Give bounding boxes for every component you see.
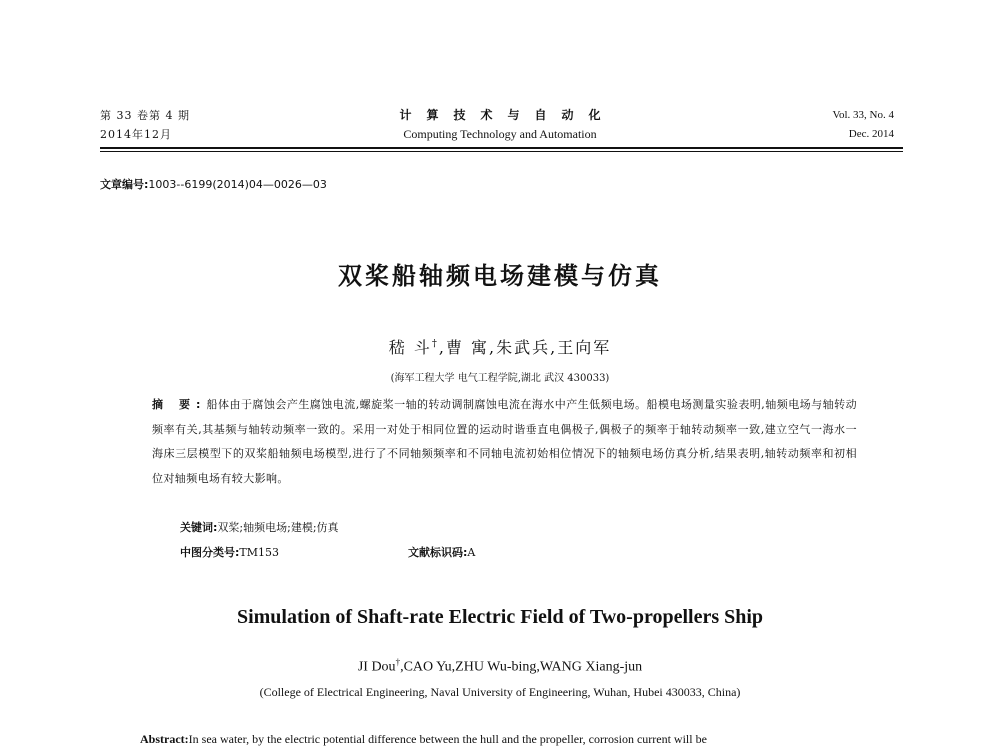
corresponding-mark: † <box>431 338 439 350</box>
abstract-en <box>140 732 910 747</box>
journal-volume-info <box>100 106 190 144</box>
clc-value: TM153 <box>239 546 280 559</box>
article-number-label: 文章编号: <box>100 178 149 191</box>
header-rule-thin <box>100 151 903 152</box>
doc-code-label: 文献标识码: <box>408 546 468 559</box>
abstract-en-label: Abstract: <box>140 732 189 746</box>
classification-number <box>180 544 279 560</box>
keywords <box>180 519 339 535</box>
other-authors-cn: ,曹 寓,朱武兵,王向军 <box>438 338 612 357</box>
other-authors-en: ,CAO Yu,ZHU Wu-bing,WANG Xiang-jun <box>400 659 643 675</box>
paper-title-en: Simulation of Shaft-rate Electric Field of Two-propellers Ship <box>236 606 764 628</box>
document-code <box>408 544 475 560</box>
header-rule-thick <box>100 147 903 149</box>
keywords-text: 双桨;轴频电场;建模;仿真 <box>217 521 339 534</box>
abstract-cn-text: 船体由于腐蚀会产生腐蚀电流,螺旋桨一轴的转动调制腐蚀电流在海水中产生低频电场。船模电场测量实验表明,轴频电场与轴转动频率有关,其基频与轴转动频率一致的。采用一对处于相同位置的运动时谐垂直电偶极子,偶极子的频率于轴转动频率一致,建立空气一海水一海床三层模型下的双桨船轴频电场模型,进行了不同轴频频率和不同轴电流初始相位情况下的轴频电场仿真分析,结果表明,轴转动频率和初相位对轴频电场有较大影响。 <box>152 398 857 485</box>
publication-date-en: Dec. 2014 <box>848 128 894 140</box>
authors-cn <box>0 335 1000 358</box>
article-number-value: 1003--6199(2014)04—0026—03 <box>148 178 327 191</box>
abstract-cn-label: 摘 要: <box>152 398 207 411</box>
keywords-label: 关键词: <box>180 521 218 534</box>
first-author-en: JI Dou <box>357 659 396 675</box>
authors-en <box>0 657 1000 676</box>
volume-issue: 第 33 卷第 4 期 <box>100 109 190 122</box>
corresponding-mark-en: † <box>395 657 401 667</box>
abstract-en-text: In sea water, by the electric potential difference between the hull and the propeller, corrosion current will be <box>188 732 707 746</box>
clc-label: 中图分类号: <box>180 546 240 559</box>
affiliation-cn: (海军工程大学 电气工程学院,湖北 武汉 430033) <box>390 373 610 384</box>
article-number <box>100 176 327 192</box>
journal-name-cn: 计算技术与自动化 <box>399 108 616 122</box>
abstract-cn <box>152 393 857 491</box>
paper-title-cn: 双桨船轴频电场建模与仿真 <box>338 262 662 290</box>
journal-volume-info-en <box>832 106 894 144</box>
publication-date-cn: 2014年12月 <box>100 128 172 141</box>
journal-name <box>300 106 700 144</box>
affiliation-en: (College of Electrical Engineering, Naval University of Engineering, Wuhan, Hubei 430033, China) <box>259 685 741 699</box>
first-author-cn: 嵇 斗 <box>388 338 432 357</box>
doc-code-value: A <box>467 546 476 559</box>
volume-issue-en: Vol. 33, No. 4 <box>832 109 894 121</box>
journal-name-en: Computing Technology and Automation <box>403 127 597 141</box>
